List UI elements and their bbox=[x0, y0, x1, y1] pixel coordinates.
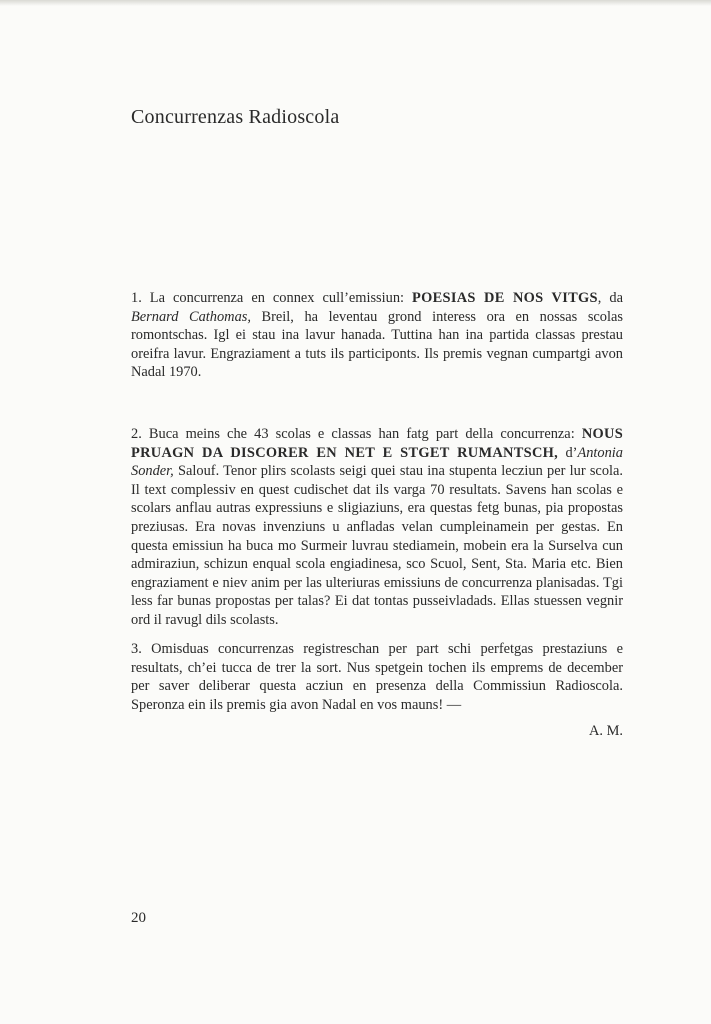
author-antonia-sonder: Antonia Sonder, bbox=[131, 444, 624, 480]
paragraph-2 bbox=[131, 425, 623, 630]
paragraph-1 bbox=[131, 289, 623, 382]
signature-initials: A. M. bbox=[589, 723, 623, 739]
paragraph-3 bbox=[131, 640, 623, 714]
program-title-nous-pruagn: NOUS PRUAGN DA DISCORER EN NET E STGET RUMANTSCH, bbox=[131, 426, 623, 461]
paragraph-2-mid: d’ bbox=[558, 444, 578, 461]
paragraph-1-mid: , da bbox=[597, 290, 623, 306]
paragraph-2-lead: 2. Buca meins che 43 scolas e classas han fatg part della concurrenza: bbox=[131, 426, 582, 442]
paragraph-3-text: 3. Omisduas concurrenzas registreschan per part schi perfetgas prestaziuns e resultats, ch’ei tucca de trer la sort. Nus spetgein tochen ils emprems de december per saver deliberar questa acziun en presenza della Commissiun Radioscola. Speronza ein ils premis gia avon Nadal en vos mauns! — bbox=[131, 641, 623, 713]
page-title: Concurrenzas Radioscola bbox=[131, 106, 340, 128]
author-bernard-cathomas: Bernard Cathomas, bbox=[131, 308, 251, 325]
page-number: 20 bbox=[131, 910, 146, 926]
program-title-poesias: POESIAS DE NOS VITGS bbox=[412, 290, 598, 306]
paragraph-1-lead: 1. La concurrenza en connex cull’emissiun: bbox=[131, 290, 413, 306]
page-top-edge bbox=[0, 0, 711, 6]
paragraph-2-rest: Salouf. Tenor plirs scolasts seigi quei stau ina stupenta lecziun per lur scola. Il text complessiv en quest cudischet dat ils varga 70 resultats. Savens han scolas e scolars anflau autras expressiuns e sligiaziuns, era questas fetg bunas, pia propostas preziusas. Era novas invenziuns u anfladas velan cumpleinamein per gestas. En questa emissiun ha buca mo Surmeir luvrau stediamein, mobein era la Surselva cun admiraziun, schizun enqual scola engiadinesa, sco Scuol, Sent, Sta. Maria etc. Bien engraziament e niev anim per las ulteriuras emissiuns de concurrenza planisadas. Tgi less far bunas propostas per talas? Ei dat tontas pusseivladads. Ellas stuessen vegnir ord il ravugl dils scolasts. bbox=[131, 463, 623, 628]
paragraph-1-rest: Breil, ha leventau grond interess ora en nossas scolas romontschas. Igl ei stau ina lavur hanada. Tuttina han ina partida classas prestau oreifra lavur. Engraziament a tuts ils participonts. Ils premis vegnan cumpartgi avon Nadal 1970. bbox=[131, 308, 623, 381]
